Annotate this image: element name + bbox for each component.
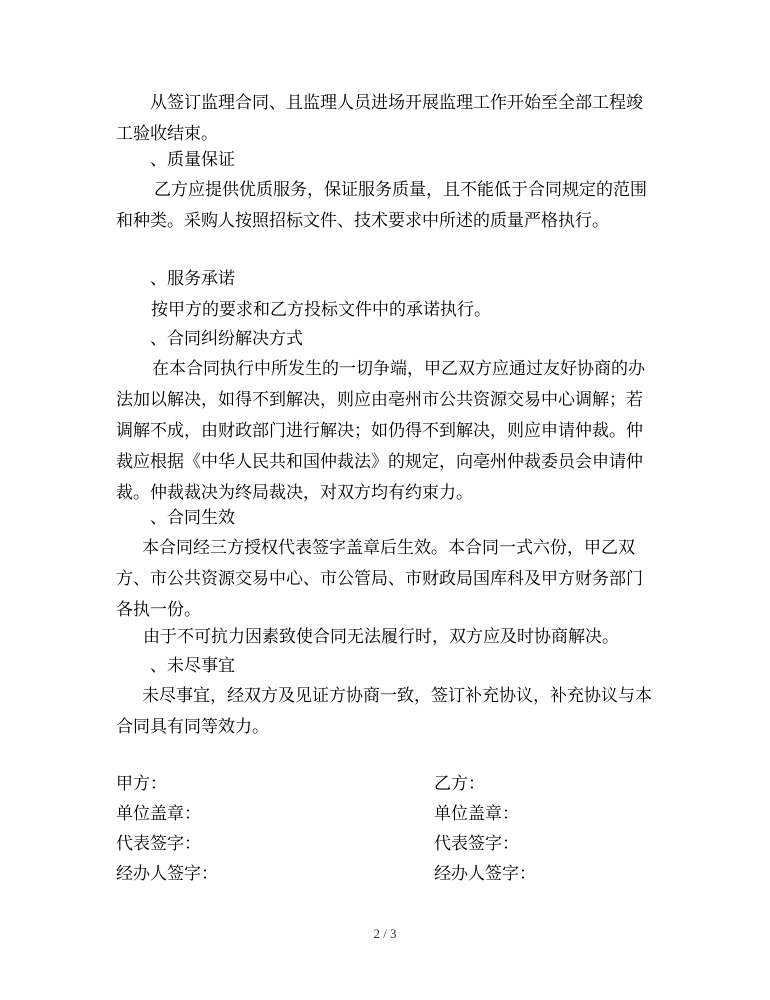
party-a-label: 甲方： [116, 774, 167, 794]
paragraph-duration: 从签订监理合同、且监理人员进场开展监理工作开始至全部工程竣工验收结束。 [116, 93, 643, 144]
paragraph-misc: 未尽事宜，经双方及见证方协商一致，签订补充协议，补充协议与本合同具有同等效力。 [116, 686, 652, 737]
paragraph-force-majeure: 由于不可抗力因素致使合同无法履行时，双方应及时协商解决。 [143, 627, 619, 647]
party-b-handler: 经办人签字： [434, 864, 536, 884]
party-a-rep: 代表签字： [116, 834, 201, 854]
party-a-seal: 单位盖章： [116, 804, 201, 824]
paragraph-effect: 本合同经三方授权代表签字盖章后生效。本合同一式六份，甲乙双方、市公共资源交易中心、市公管局、市财政局国库科及甲方财务部门各执一份。 [116, 538, 643, 620]
page-number: 2 / 3 [373, 926, 397, 941]
paragraph-dispute: 在本合同执行中所发生的一切争端，甲乙双方应通过友好协商的办法加以解决，如得不到解决，则应由亳州市公共资源交易中心调解；若调解不成，由财政部门进行解决；如仍得不到解决，则应申请仲裁。仲裁应根据《中华人民共和国仲裁法》的规定，向亳州仲裁委员会申请仲裁。仲裁裁决为终局裁决，对双方均有约束力。 [116, 359, 645, 503]
party-b-rep: 代表签字： [434, 834, 519, 854]
heading-service: 、服务承诺 [150, 269, 235, 289]
heading-quality: 、质量保证 [150, 150, 235, 170]
party-b-seal: 单位盖章： [434, 804, 519, 824]
paragraph-quality: 乙方应提供优质服务，保证服务质量，且不能低于合同规定的范围和种类。采购人按照招标文件、技术要求中所述的质量严格执行。 [116, 180, 647, 231]
heading-effect: 、合同生效 [150, 508, 235, 528]
heading-dispute: 、合同纠纷解决方式 [150, 329, 303, 349]
party-b-label: 乙方： [434, 774, 485, 794]
paragraph-service: 按甲方的要求和乙方投标文件中的承诺执行。 [151, 300, 491, 320]
party-a-handler: 经办人签字： [116, 864, 218, 884]
heading-misc: 、未尽事宜 [150, 656, 235, 676]
